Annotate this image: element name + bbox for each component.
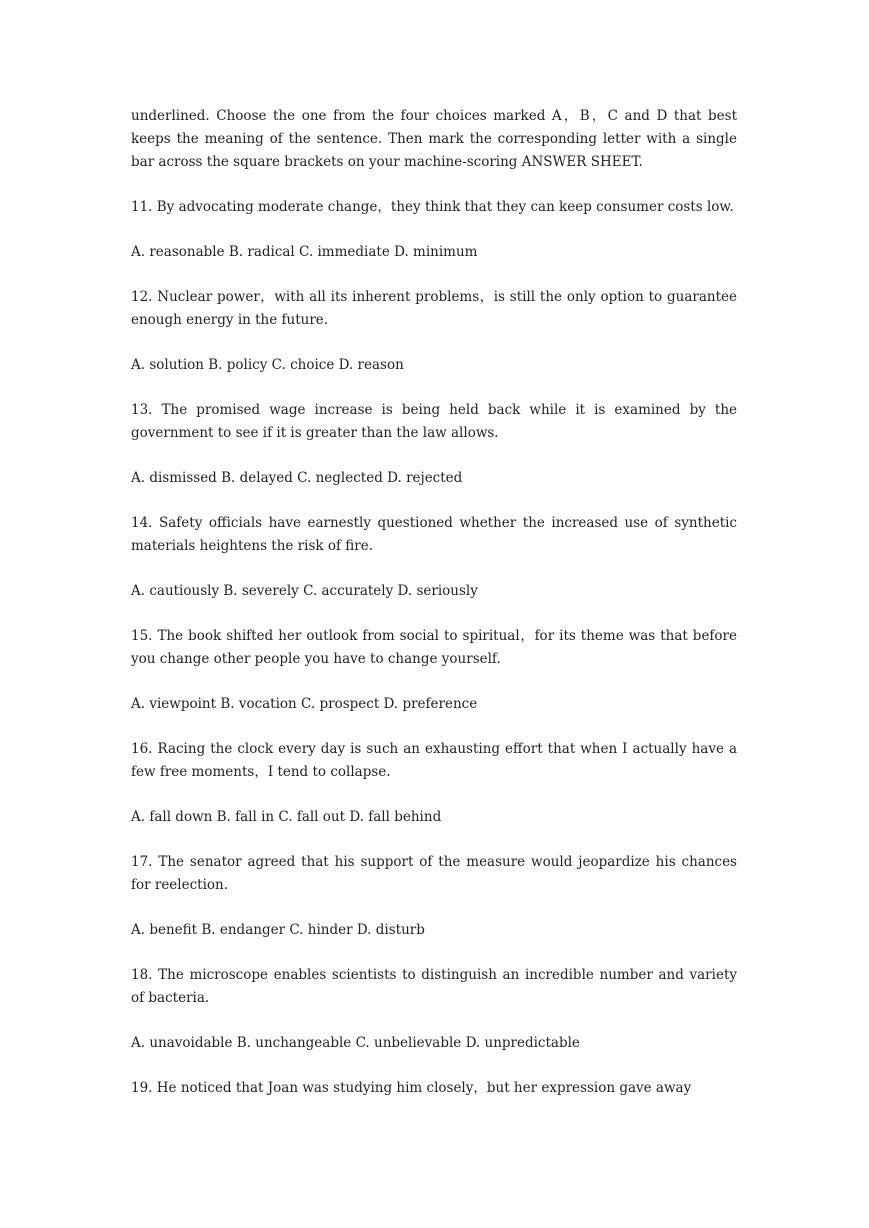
question-text: 16. Racing the clock every day is such an exhausting effort that when I actually have a few free moments，I tend to collapse.: [131, 741, 737, 780]
question-text: 12. Nuclear power，with all its inherent problems，is still the only option to guarantee enough energy in the future.: [131, 289, 737, 328]
question-text: 11. By advocating moderate change，they think that they can keep consumer costs low.: [131, 199, 734, 215]
question-15: [131, 625, 737, 716]
question-12: [131, 286, 737, 377]
question-16: [131, 738, 737, 829]
question-options: A. unavoidable B. unchangeable C. unbelievable D. unpredictable: [131, 1035, 580, 1051]
question-text: 13. The promised wage increase is being held back while it is examined by the government to see if it is greater than the law allows.: [131, 402, 737, 441]
question-options: A. solution B. policy C. choice D. reason: [131, 357, 404, 373]
question-text: 18. The microscope enables scientists to distinguish an incredible number and variety of bacteria.: [131, 967, 737, 1006]
question-options: A. dismissed B. delayed C. neglected D. rejected: [131, 470, 463, 486]
question-options: A. reasonable B. radical C. immediate D. minimum: [131, 244, 478, 260]
question-options: A. cautiously B. severely C. accurately D. seriously: [131, 583, 478, 599]
question-options: A. viewpoint B. vocation C. prospect D. preference: [131, 696, 478, 712]
question-text: 17. The senator agreed that his support of the measure would jeopardize his chances for reelection.: [131, 854, 737, 893]
instructions-paragraph: underlined. Choose the one from the four choices marked A，B，C and D that best keeps the meaning of the sentence. Then mark the corresponding letter with a single bar across the square brackets on your machine-scoring ANSWER SHEET.: [131, 108, 737, 170]
question-19-partial-text: 19. He noticed that Joan was studying him closely，but her expression gave away: [131, 1080, 692, 1096]
question-14: [131, 512, 737, 603]
question-18: [131, 964, 737, 1055]
question-options: A. benefit B. endanger C. hinder D. disturb: [131, 922, 425, 938]
question-text: 15. The book shifted her outlook from social to spiritual，for its theme was that before you change other people you have to change yourself.: [131, 628, 737, 667]
document-page: [131, 105, 737, 1100]
question-options: A. fall down B. fall in C. fall out D. fall behind: [131, 809, 442, 825]
question-13: [131, 399, 737, 490]
question-text: 14. Safety officials have earnestly questioned whether the increased use of synthetic materials heightens the risk of fire.: [131, 515, 737, 554]
question-11: [131, 196, 737, 264]
question-17: [131, 851, 737, 942]
